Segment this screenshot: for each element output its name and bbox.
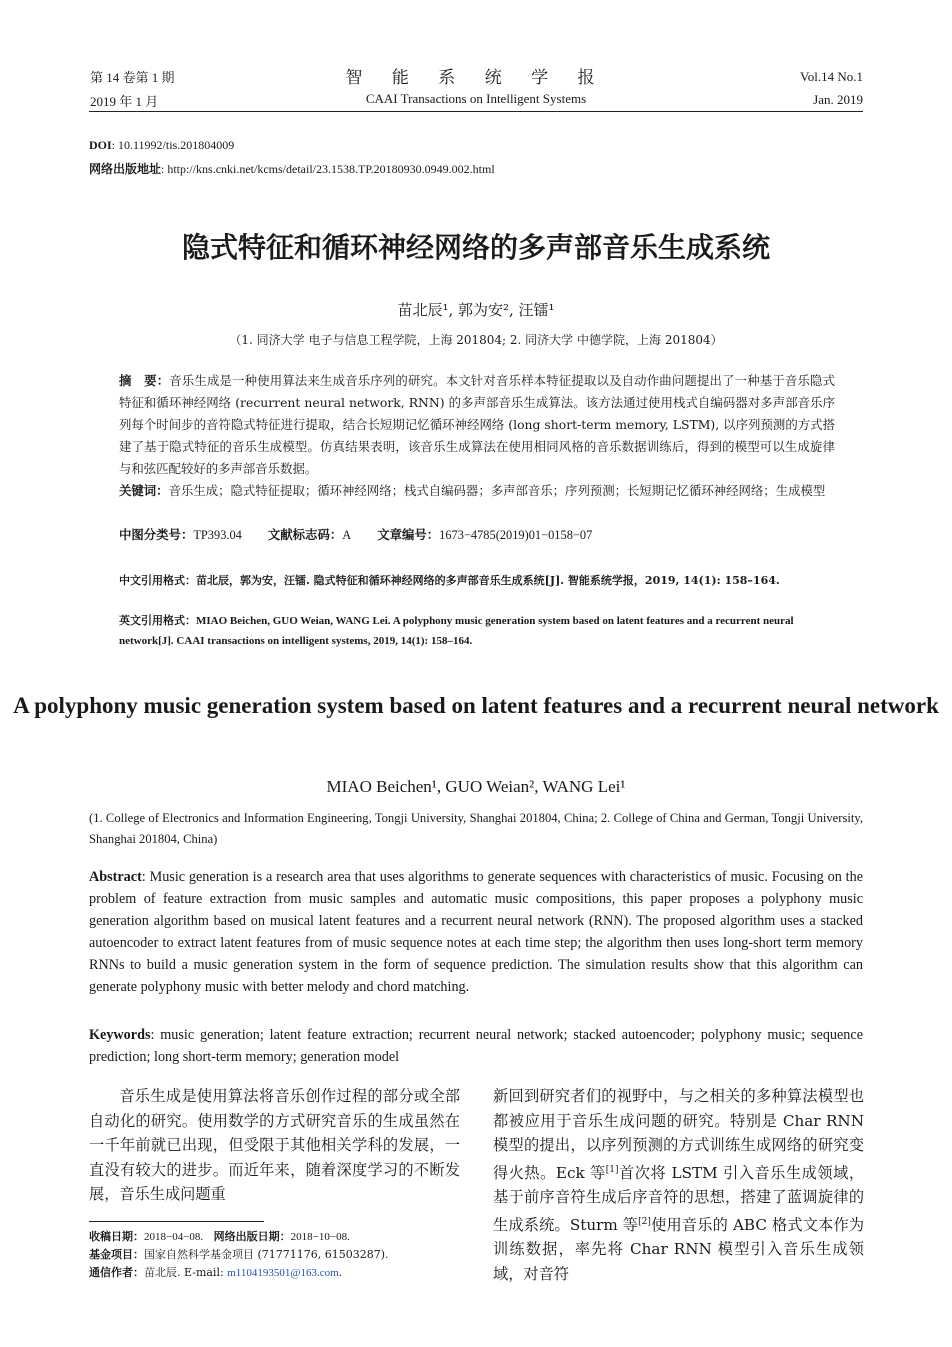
keywords-cn-label: 关键词： — [119, 483, 169, 498]
paper-title-en: A polyphony music generation system based on latent features and a recurrent neural network — [13, 693, 939, 718]
online-url-label: 网络出版地址 — [89, 162, 162, 176]
email-link[interactable]: m1104193501@163.com — [227, 1267, 339, 1279]
classification-line — [119, 524, 835, 546]
reference-1[interactable]: [1] — [605, 1164, 619, 1175]
corr-value: 苗北辰. E-mail: — [144, 1266, 228, 1279]
header-volume-cn: 第 14 卷第 1 期 — [90, 70, 175, 85]
body-column-right — [493, 1084, 864, 1286]
header-date-cn: 2019 年 1 月 — [90, 94, 159, 109]
body-paragraph: 音乐生成是使用算法将音乐创作过程的部分或全部自动化的研究。使用数学的方式研究音乐的生成虽然在一千年前就已出现，但受限于其他相关学科的发展，一直没有较大的进步。而近年来，随着深度学习的不断发展，音乐生成问题重 — [89, 1087, 460, 1203]
header-date-en: Jan. 2019 — [813, 92, 863, 107]
citation-en-label: 英文引用格式： — [119, 614, 196, 627]
header-rule — [89, 111, 863, 112]
online-url-line — [89, 160, 495, 177]
abstract-cn — [119, 370, 835, 480]
citation-en — [119, 611, 835, 651]
published-value: 2018−10−08. — [290, 1231, 350, 1243]
email-end: . — [338, 1266, 343, 1279]
fund-label: 基金项目： — [89, 1248, 144, 1261]
keywords-en-label: Keywords — [89, 1027, 151, 1043]
footnote-dates — [89, 1228, 469, 1246]
keywords-en — [89, 1024, 863, 1068]
journal-title-en: CAAI Transactions on Intelligent Systems — [365, 91, 587, 106]
citation-en-text: MIAO Beichen, GUO Weian, WANG Lei. A polyphony music generation system based on latent features and a recurrent neural network[J]. CAAI transactions on intelligent systems, 2019, 14(1): 158–164. — [119, 615, 794, 647]
article-no-label: 文章编号： — [377, 527, 440, 542]
body-column-left — [89, 1084, 460, 1207]
doi-label: DOI — [89, 138, 112, 152]
article-no-value: 1673−4785(2019)01−0158−07 — [439, 528, 593, 542]
received-label: 收稿日期： — [89, 1230, 144, 1243]
online-url-value[interactable]: : http://kns.cnki.net/kcms/detail/23.1538.TP.20180930.0949.002.html — [161, 162, 495, 176]
keywords-en-text: : music generation; latent feature extraction; recurrent neural network; stacked autoencoder; polyphony music; sequence prediction; long short-term memory; generation model — [89, 1027, 863, 1065]
doi-line — [89, 138, 234, 153]
footnote-corresponding — [89, 1264, 469, 1282]
keywords-cn — [119, 480, 835, 502]
journal-title-cn: 智 能 系 统 学 报 — [345, 68, 607, 88]
body-text: 使用音乐的 ABC 格式文本作为训练数据，率先将 Char RNN 模型引入音乐生成领域，对音符 — [493, 1215, 865, 1283]
footnote-rule — [89, 1221, 264, 1222]
abstract-en — [89, 866, 863, 998]
citation-cn-label: 中文引用格式： — [119, 574, 196, 587]
doc-code-value: A — [342, 528, 352, 542]
abstract-cn-text: 音乐生成是一种使用算法来生成音乐序列的研究。本文针对音乐样本特征提取以及自动作曲问题提出了一种基于音乐隐式特征和循环神经网络 (recurrent neural network, RNN) 的多声部音乐生成算法。该方法通过使用栈式自编码器对多声部音乐序列每个时间步的音符隐式特征进行提取，结合长短期记忆循环神经网络 (long short-term memory, LSTM), 以序列预测的方式搭建了基于隐式特征的音乐生成模型。仿真结果表明，该音乐生成算法在使用相同风格的音乐数据训练后，得到的模型可以生成旋律与和弦匹配较好的多声部音乐数据。 — [119, 373, 836, 476]
abstract-en-label: Abstract — [89, 869, 142, 885]
doi-value[interactable]: : 10.11992/tis.201804009 — [111, 138, 235, 152]
abstract-en-text: : Music generation is a research area that uses algorithms to generate sequences with characteristics of music. Focusing on the problem of feature extraction from music samples and automatic music compositions, this paper proposes a polyphony music generation algorithm based on musical latent features and a recurrent neural network (RNN). The proposed algorithm uses a stacked autoencoder to extract latent features from of music sequence notes at each time step; the algorithm then uses long-short term memory RNNs to build a music generation system in the form of sequence prediction. The simulation results show that this algorithm can generate polyphony music with better melody and chord matching. — [89, 869, 863, 995]
citation-cn — [119, 571, 835, 591]
authors-cn: 苗北辰¹, 郭为安², 汪镭¹ — [397, 301, 555, 319]
keywords-cn-text: 音乐生成；隐式特征提取；循环神经网络；栈式自编码器；多声部音乐；序列预测；长短期记忆循环神经网络；生成模型 — [168, 483, 826, 498]
citation-cn-text: 苗北辰，郭为安，汪镭. 隐式特征和循环神经网络的多声部音乐生成系统[J]. 智能系统学报，2019, 14(1): 158–164. — [196, 574, 780, 587]
fund-value: 国家自然科学基金项目 (71771176, 61503287). — [144, 1248, 389, 1261]
affiliations-cn: （1. 同济大学 电子与信息工程学院，上海 201804; 2. 同济大学 中德学院，上海 201804） — [229, 333, 723, 347]
published-label: 网络出版日期： — [213, 1230, 291, 1243]
body-text: 首次将 LSTM 引入音乐生成领域，基于前序音符生成后序音符的思想，搭建了蓝调旋律的生成系统。Sturm 等 — [493, 1163, 865, 1234]
clc-label: 中图分类号： — [119, 527, 194, 542]
corr-label: 通信作者： — [89, 1266, 144, 1279]
abstract-cn-label: 摘 要： — [119, 373, 170, 388]
affiliations-en: (1. College of Electronics and Information Engineering, Tongji University, Shanghai 201804, China; 2. College of China and German, Tongji University, Shanghai 201804, China) — [89, 811, 863, 846]
footnotes — [89, 1228, 469, 1282]
clc-value: TP393.04 — [193, 528, 242, 542]
footnote-fund — [89, 1246, 469, 1264]
reference-2[interactable]: [2] — [638, 1216, 651, 1227]
paper-title-cn: 隐式特征和循环神经网络的多声部音乐生成系统 — [181, 231, 770, 264]
authors-en: MIAO Beichen¹, GUO Weian², WANG Lei¹ — [326, 777, 626, 796]
received-value: 2018−04−08. — [144, 1231, 204, 1243]
body-text: 新回到研究者们的视野中，与之相关的多种算法模型也都被应用于音乐生成问题的研究。特别是 Char RNN 模型的提出，以序列预测的方式训练生成网络的研究变得火热。Eck 等 — [493, 1087, 864, 1182]
doc-code-label: 文献标志码： — [267, 527, 343, 542]
header-volume-en: Vol.14 No.1 — [800, 69, 863, 84]
